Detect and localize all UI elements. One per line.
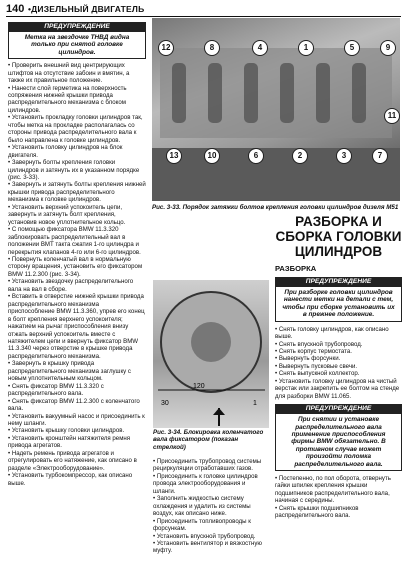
dim-120: 120 — [193, 383, 205, 390]
paragraph: • Завернуть в крышку привода распределительного механизма заглушку с новым уплотнительным кольцом. — [8, 360, 131, 383]
bolt-number-label: 3 — [336, 148, 352, 164]
running-section-title: •ДИЗЕЛЬНЫЙ ДВИГАТЕЛЬ — [28, 4, 145, 14]
warning-3-text: При снятии и установке распределительного вала применение приспособления фирмы BMW обязательно. В противном случае может произойти поломка распределительного вала. — [275, 414, 402, 471]
paragraph: • Установить вентилятор и вязкостную муфту. — [153, 539, 262, 555]
column-3a-text — [275, 326, 402, 401]
paragraph: • Вывернуть пусковые свечи. — [275, 362, 358, 370]
column-1 — [8, 22, 146, 487]
paragraph: • Установить звездочку распределительного вала на вал в сборе. — [8, 278, 134, 293]
paragraph: • Повернуть коленчатый вал в нормальную сторону вращения, установить его фиксатором BMW 11.2.300 (рис. 3-34). — [8, 256, 143, 278]
paragraph: • Установить верхний успокоитель цепи, завернуть и затянуть болт крепления, установив новое уплотнительное кольцо. — [8, 203, 126, 226]
bolt-number-label: 5 — [344, 40, 360, 56]
page-header — [6, 3, 401, 17]
paragraph: • С помощью фиксатора BMW 11.3.320 заблокировать распределительный вал в положении ВМТ такта сжатия 1-го цилиндра и перекрытия клапанов 4-го или 6-го цилиндров. — [8, 226, 141, 256]
paragraph: • Вывернуть форсунки. — [275, 355, 341, 363]
warning-2-title: ПРЕДУПРЕЖДЕНИЕ — [275, 277, 402, 287]
bolt-number-label: 11 — [384, 108, 400, 124]
bolt-number-label: 7 — [372, 148, 388, 164]
paragraph: • Надеть ремень привода агрегатов и отрегулировать его натяжение, как описано в разделе «Электрооборудование». — [8, 449, 137, 472]
paragraph: • Снять впускной трубопровод. — [275, 340, 363, 348]
bolt-number-label: 2 — [292, 148, 308, 164]
bolt-number-label: 1 — [298, 40, 314, 56]
paragraph: • Проверить внешний вид центрирующих штифтов на отсутствие забоин и вмятин, а также их правильное положение. — [8, 62, 130, 85]
warning-2-text: При разборке головки цилиндров нанести метки на детали с тем, чтобы при сборке установить их в прежнее положение. — [275, 287, 402, 322]
paragraph: • Постепенно, по пол оборота, отвернуть гайки шпилек крепления крышки подшипников распределительного вала, начиная с середины. — [275, 475, 391, 505]
paragraph: • Снять корпус термостата. — [275, 347, 352, 355]
page-number: 140 — [6, 3, 25, 15]
paragraph: • Присоединить топливопроводы к форсункам. — [153, 517, 251, 533]
dim-1: 1 — [253, 400, 257, 407]
cylinder-head-photo — [152, 18, 400, 201]
flywheel-drawing — [153, 280, 269, 428]
column-1-text — [8, 62, 146, 487]
bolt-number-label: 8 — [204, 40, 220, 56]
paragraph: • Вставить в отверстие нижней крышки привода распределительного механизма приспособление BMW 11.3.360, упрев его конец в болт крепления верхнего успокоителя; нажатием на рычаг приспособления внизу отжать верхний успокоитель вместе с натяжителем цепи и ввернуть фиксатор BMW 11.3.340 через отверстие в крышке привода распределительного механизма. — [8, 293, 145, 360]
paragraph: • Снять фиксатор BMW 11.2.300 с коленчатого вала. — [8, 397, 140, 413]
column-3 — [275, 214, 402, 520]
section-subtitle: РАЗБОРКА — [275, 264, 317, 273]
paragraph: • Заполнить жидкостью систему охлаждения и удалить из системы воздух, как описано ниже. — [153, 495, 251, 518]
paragraph: • Снять головку цилиндров, как описано выше. — [275, 325, 389, 341]
paragraph: • Присоединить к головке цилиндров провода электрооборудования и шланги. — [153, 472, 258, 495]
paragraph: • Установить крышку головки цилиндров. — [8, 427, 125, 435]
paragraph: • Снять фиксатор BMW 11.3.320 с распределительного вала. — [8, 382, 104, 398]
figure-caption-3-34: Рис. 3-34. Блокировка коленчатого вала фиксатором (показан стрелкой) — [153, 429, 264, 451]
paragraph: • Установить головку цилиндров на блок двигателя. — [8, 144, 123, 159]
column-2-text — [153, 458, 269, 555]
bolt-number-label: 10 — [204, 148, 220, 164]
warning-text: Метка на звездочке ТНВД видна только при снятой головке цилиндров. — [8, 32, 146, 59]
paragraph: • Установить кронштейн натяжителя ремня привода агрегатов. — [8, 434, 131, 450]
warning-3-title: ПРЕДУПРЕЖДЕНИЕ — [275, 404, 402, 414]
bolt-number-label: 6 — [248, 148, 264, 164]
crankshaft-lock-photo — [153, 280, 269, 428]
bolt-number-label: 12 — [158, 40, 174, 56]
paragraph: • Установить турбокомпрессор, как описано выше. — [8, 472, 133, 487]
paragraph: • Завернуть болты крепления головки цилиндров и затянуть их в указанном порядке (рис. 3-33). — [8, 159, 140, 182]
dim-30: 30 — [161, 400, 169, 407]
paragraph: • Снять крышки подшипников распределительного вала. — [275, 504, 359, 520]
warning-title: ПРЕДУПРЕЖДЕНИЕ — [8, 22, 146, 32]
paragraph: • Установить головку цилиндров на чистый верстак или закрепить ее болтом на стенде для разборки BMW 11.065. — [275, 377, 400, 400]
bolt-number-label: 9 — [380, 40, 396, 56]
bolt-number-label: 4 — [252, 40, 268, 56]
column-3b-text — [275, 475, 402, 520]
paragraph: • Установить прокладку головки цилиндров так, чтобы метка на прокладке располагалась со стороны привода распределительного вала к было направлена к головке цилиндров. — [8, 114, 143, 144]
paragraph: • Присоединить трубопровод системы рециркуляции отработавших газов. — [153, 458, 262, 473]
paragraph: • Установить впускной трубопровод. — [153, 532, 256, 540]
paragraph: • Завернуть и затянуть болты крепления нижней крышки привода распределительного механизма к головке цилиндров. — [8, 181, 146, 204]
figure-caption-3-33: Рис. 3-33. Порядок затяжки болтов крепления головки цилиндров дизеля М51 — [152, 204, 399, 211]
paragraph: • Установить вакуумный насос и присоединить к нему шланги. — [8, 412, 145, 427]
paragraph: • Снять выпускной коллектор. — [275, 370, 360, 378]
bolt-number-label: 13 — [166, 148, 182, 164]
engine-drawing — [152, 18, 400, 201]
section-title: РАЗБОРКА И СБОРКА ГОЛОВКИ ЦИЛИНДРОВ — [275, 214, 402, 259]
paragraph: • Нанести слой герметика на поверхность сопряжения нижней крышки привода распределительного механизма с блоком цилиндров. — [8, 84, 127, 114]
